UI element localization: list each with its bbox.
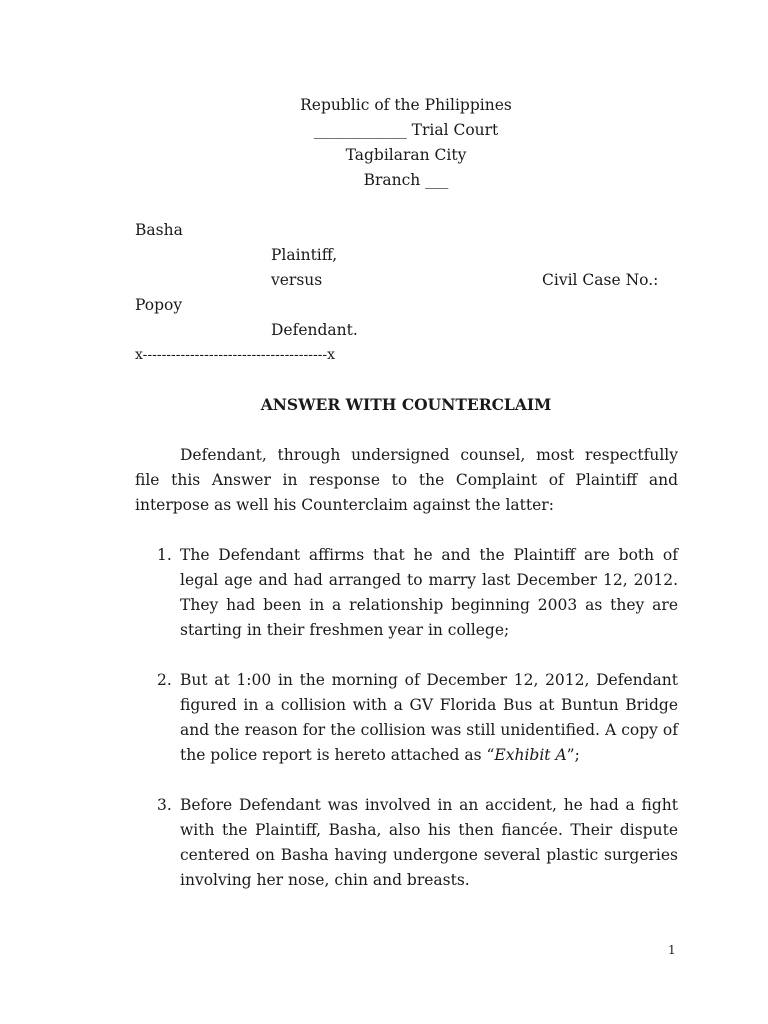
list-item [135, 543, 678, 643]
defendant-name: Popoy [135, 296, 183, 314]
list-item-number: 1. [157, 546, 172, 564]
document-title: ANSWER WITH COUNTERCLAIM [260, 395, 552, 414]
exhibit-reference: Exhibit A [494, 746, 567, 764]
intro-text: Defendant, through undersigned counsel, most respectfully file this Answer in response to the Complaint of Plaintiff and interpose as well his Counterclaim against the latter: [135, 446, 678, 514]
header-republic: Republic of the Philippines [300, 96, 512, 114]
list-item [135, 793, 678, 893]
plaintiff-name: Basha [135, 221, 183, 239]
list-item-text-after: ”; [566, 746, 580, 764]
plaintiff-label: Plaintiff, [271, 246, 338, 264]
page-number: 1 [668, 943, 676, 957]
intro-paragraph [135, 443, 678, 518]
list-item-number: 3. [157, 796, 172, 814]
header-city: Tagbilaran City [345, 146, 467, 164]
list-item [135, 668, 678, 768]
defendant-label: Defendant. [271, 321, 358, 339]
list-item-text [180, 668, 678, 768]
versus-label: versus [271, 271, 323, 289]
caption-separator: x---------------------------------------x [135, 347, 336, 363]
list-item-number: 2. [157, 671, 172, 689]
civil-case-number-label: Civil Case No.: [542, 271, 659, 289]
list-item-text: Before Defendant was involved in an accident, he had a fight with the Plaintiff, Basha, also his then fiancée. Their dispute centered on Basha having undergone several plastic surgeries involving her nose, chin and breasts. [180, 796, 678, 889]
header-branch: Branch ___ [363, 171, 449, 189]
list-item-text: The Defendant affirms that he and the Plaintiff are both of legal age and had arranged to marry last December 12, 2012. They had been in a relationship beginning 2003 as they are starting in their freshmen year in college; [180, 546, 678, 639]
header-trial-court: ____________ Trial Court [313, 121, 499, 139]
list-item-text-before: But at 1:00 in the morning of December 12, 2012, Defendant figured in a collision with a GV Florida Bus at Buntun Bridge and the reason for the collision was still unidentified. A copy of the police report is hereto attached as “ [180, 671, 678, 764]
